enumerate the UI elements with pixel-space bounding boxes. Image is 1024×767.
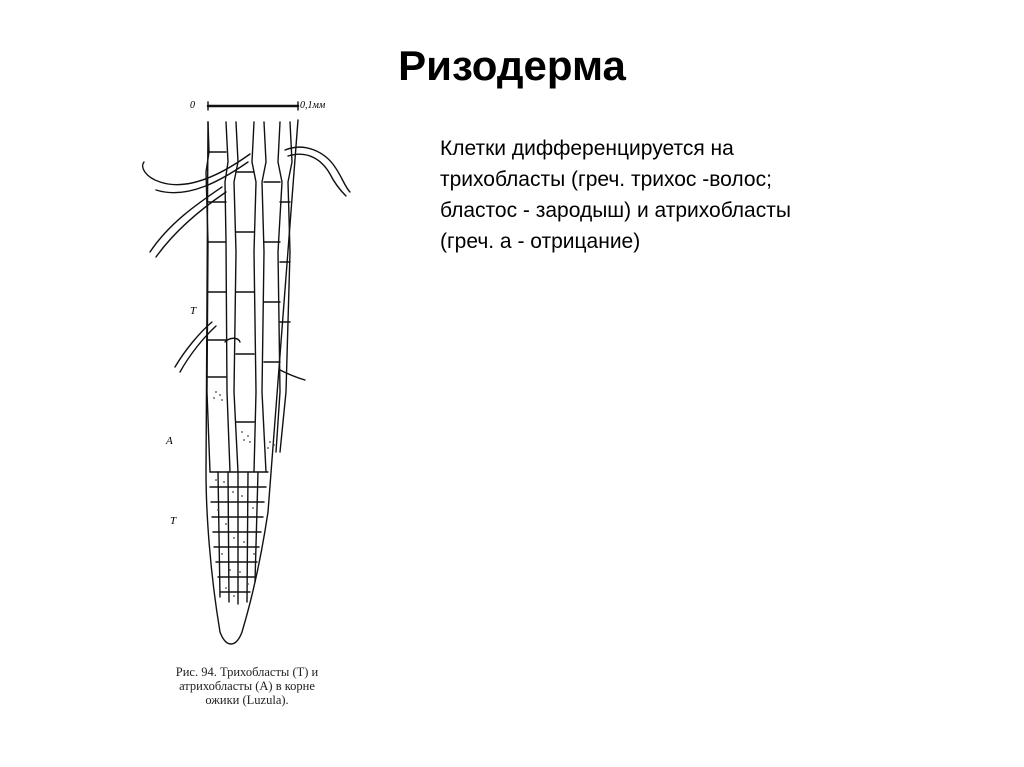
caption-line: атрихобласты (А) в корне: [179, 679, 315, 693]
slide-title: Ризодерма: [398, 42, 626, 89]
body-line: трихобласты (греч. трихос -волос;: [440, 168, 772, 191]
body-line: (греч. а - отрицание): [440, 230, 641, 253]
trichoblast-label: Т: [190, 305, 197, 317]
root-tip-drawing-icon: [130, 92, 370, 652]
body-line: бластос - зародыш) и атрихобласты: [440, 199, 791, 222]
atrichoblast-label: А: [166, 435, 173, 447]
scale-end-label: 0,1мм: [300, 100, 326, 111]
root-tip-figure: [130, 92, 370, 652]
body-line: Клетки дифференцируется на: [440, 137, 734, 160]
scale-start-label: 0: [190, 100, 195, 111]
caption-line: ожики (Luzula).: [205, 693, 289, 707]
caption-line: Рис. 94. Трихобласты (Т) и: [175, 665, 319, 679]
body-text: [440, 133, 860, 257]
figure-caption: [138, 665, 356, 707]
trichoblast-label: Т: [170, 515, 177, 527]
